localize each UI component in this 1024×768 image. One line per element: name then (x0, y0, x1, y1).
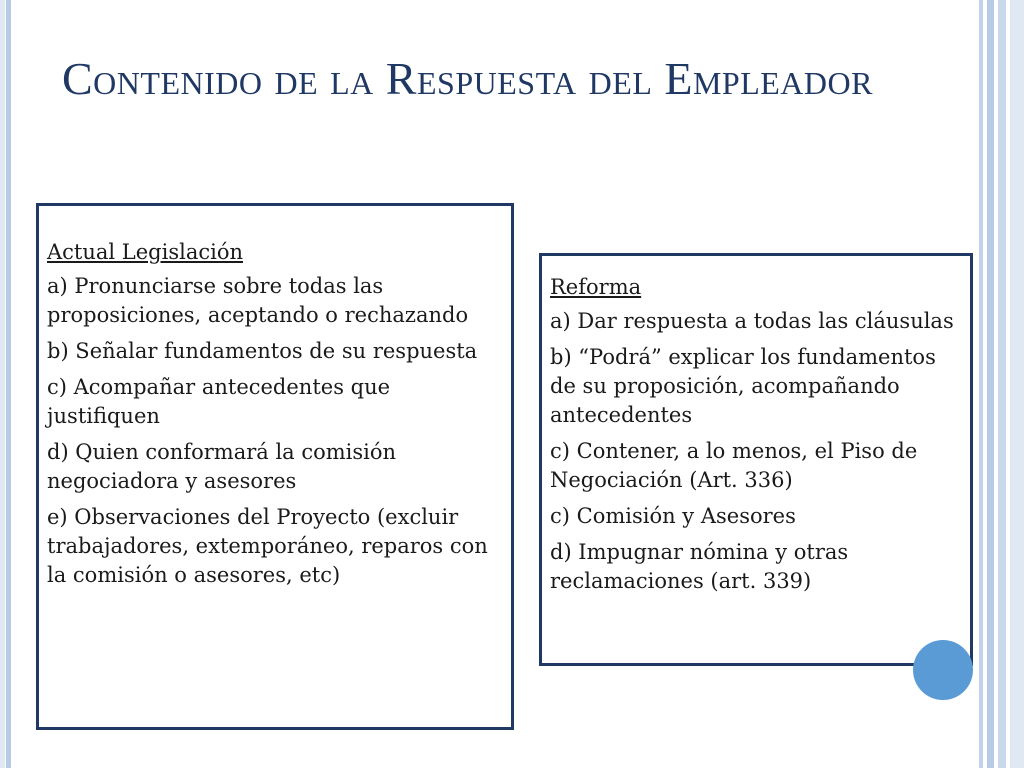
left-rail-stripe (6, 0, 11, 768)
left-rail-stripe (0, 0, 5, 768)
list-item: e) Observaciones del Proyecto (excluir trabajadores, extemporáneo, reparos con la comisión o asesores, etc) (47, 505, 488, 587)
left-decorative-rail (0, 0, 14, 768)
right-rail-stripe (979, 0, 983, 768)
list-item: a) Dar respuesta a todas las cláusulas (550, 309, 954, 333)
current-legislation-panel (36, 203, 514, 730)
reform-panel (539, 253, 973, 666)
list-item: c) Contener, a lo menos, el Piso de Negociación (Art. 336) (550, 439, 918, 492)
right-decorative-rail (979, 0, 1024, 768)
right-rail-stripe (1010, 0, 1024, 768)
list-item: a) Pronunciarse sobre todas las proposiciones, aceptando o rechazando (47, 274, 469, 327)
decorative-circle (913, 640, 973, 700)
slide-title: Contenido de la Respuesta del Empleador (62, 53, 873, 104)
list-item: d) Quien conformará la comisión negociadora y asesores (47, 440, 397, 493)
right-rail-stripe (987, 0, 994, 768)
panel-heading: Actual Legislación (47, 240, 243, 264)
list-item: c) Comisión y Asesores (550, 504, 796, 528)
list-item: c) Acompañar antecedentes que justifiquen (47, 375, 391, 428)
panel-heading: Reforma (550, 275, 642, 299)
list-item: b) “Podrá” explicar los fundamentos de su proposición, acompañando antecedentes (550, 345, 936, 427)
list-item: d) Impugnar nómina y otras reclamaciones (art. 339) (550, 540, 849, 593)
right-rail-stripe (998, 0, 1006, 768)
list-item: b) Señalar fundamentos de su respuesta (47, 339, 478, 363)
